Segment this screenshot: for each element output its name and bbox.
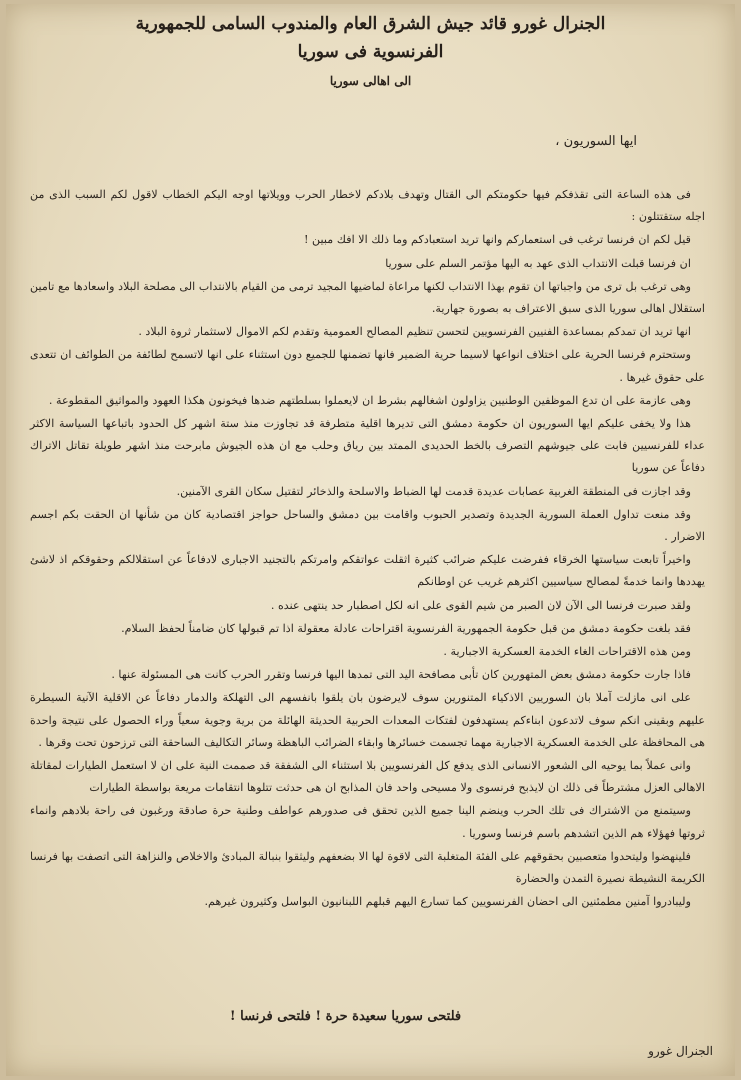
- paragraph: وسيتمنع من الاشتراك فى تلك الحرب وينضم الينا جميع الذين تحقق فى صدورهم عواطف وطنية حرة صادقة ورغبون فى راحة بلادهم وانماء ثروتها فهؤلاء هم الذين اتشدهم باسم فرنسا وسوريا .: [30, 804, 705, 840]
- document-body: [30, 184, 705, 915]
- paragraph: وقد اجازت فى المنطقة الغربية عصابات عديدة قدمت لها الضباط والاسلحة والذخائر لتقتيل سكان القرى الآمنين.: [176, 484, 691, 498]
- paragraph: ولقد صبرت فرنسا الى الآن لان الصبر من شيم القوى على انه لكل اصطبار حد ينتهى عنده .: [270, 598, 691, 612]
- paragraph: فقد بلغت حكومة دمشق من قبل حكومة الجمهورية الفرنسوية اقتراحات عادلة معقولة اذا تم قبولها كان ضامناً لحفظ السلام.: [121, 621, 691, 635]
- paragraph: على انى مازلت آملا بان السوريين الاذكياء المتنورين سوف لايرضون بان يلقوا بانفسهم الى التهلكة والدمار دفاعاً عن الاقلية الآنية السيطرة عليهم وبقينى انكم سوف لاتدعون ابناءكم يستهدفون لفتكات المعدات الحربية الحديثة الهائلة من برية وجوية سعياً وراء الحصول على نتيجة واحدة هى المحافظة على الخدمة العسكرية الاجبارية مهما تجسمت خسائرها وابقاء الضرائب الباهظة وسائر التكاليف الساحقة التى ترزحون تحت وقرها .: [30, 691, 705, 749]
- signature: الجنرال غورو: [648, 1044, 713, 1058]
- document-sheet: [6, 4, 735, 1076]
- paragraph: وقد منعت تداول العملة السورية الجديدة وتصدير الحبوب واقامت بين دمشق والساحل حواجز اقتصادية كان من شأنها ان الحقت بكم اجسم الاضرار .: [30, 507, 705, 544]
- paragraph: وليبادروا آمنين مطمئنين الى احضان الفرنسويين كما تسارع اليهم قبلهم اللبنانيون البواسل وكثيرون غيرهم.: [204, 895, 691, 909]
- paragraph: وانى عملاً بما يوحيه الى الشعور الانسانى الذى يدفع كل الفرنسويين بلا استثناء الى الشفقة قد صممت النية على ان لا استعمل الطيارات لمقاتلة الاهالى العزل مشترطاً فى ذلك ان لايذبح فرنسوى ولا مسيحى واحد فان المذابح ان هى حدثت تتلوها انتقامات مريعة بواسطة الطيارات: [30, 759, 705, 795]
- paragraph: فى هذه الساعة التى تقذفكم فيها حكومتكم الى القتال وتهدف بلادكم لاخطار الحرب وويلاتها اوجه اليكم الخطاب لاقول لكم السبب الذى من اجله ستقتتلون :: [30, 188, 705, 224]
- paragraph: فلينهضوا وليتحدوا متعصبين بحقوقهم على الفئة المتغلبة التى لاقوة لها الا بضعفهم وليثقوا بنبالة المبادئ والاخلاص والنزاهة التى اتصفت بها فرنسا الكريمة النشيطة نصيرة التمدن والحضارة: [30, 849, 705, 886]
- paragraph: ومن هذه الاقتراحات الغاء الخدمة العسكرية الاجبارية .: [443, 645, 691, 659]
- header-line-1: الجنرال غورو قائد جيش الشرق العام والمندوب السامى للجمهورية: [135, 14, 606, 34]
- paragraph: وهى ترغب بل ترى من واجباتها ان تقوم بهذا الانتداب لكنها مراعاة لماضيها المجيد ترمى من القيام بالانتداب الى مصلحة البلاد واسعادها مع تامين استقلال اهالى سوريا الذى سبق الاعتراف به بصورة جهارية.: [30, 279, 705, 316]
- paragraph: هذا ولا يخفى عليكم ايها السوريون ان حكومة دمشق التى تديرها اقلية متطرفة قد تجاوزت منذ ستة اشهر كل الحدود باتباعها السياسة الاكثر عداء للفرنسيين فابت على جيوشهم التصرف بالخط الحديدى الممتد بين رياق وحلب مع ان هذه الجيوش مابرحت منذ اشهر طويلة تقاتل الاتراك دفاعاً عن سوريا: [30, 417, 705, 475]
- paragraph: واخيراً تابعت سياستها الخرقاء ففرضت عليكم ضرائب كثيرة اثقلت عواتقكم وامرتكم بالتجنيد الاجبارى لادفاعاً عن استقلالكم وحقوقكم اذ لاشئ يهددها وانما خدمةً لمصالح سياسيين اكثرهم غريب عن اوطانكم: [30, 553, 705, 589]
- paragraph: فاذا جارت حكومة دمشق بعض المتهورين كان تأبى مصافحة اليد التى تمدها اليها فرنسا وتقرر الحرب كانت هى المسئولة عنها .: [111, 668, 691, 682]
- salutation: ايها السوريون ،: [555, 134, 637, 149]
- paragraph: وستحترم فرنسا الحرية على اختلاف انواعها لاسيما حرية الضمير فانها تضمنها للجميع دون استثناء على انها لاتسمح لطائفة من الطوائف ان تتعدى على حقوق غيرها .: [30, 348, 705, 384]
- document-subtitle: الى اهالى سوريا: [329, 74, 412, 88]
- paragraph: قيل لكم ان فرنسا ترغب فى استعماركم وانها تريد استعبادكم وما ذلك الا افك مبين !: [303, 233, 691, 247]
- paragraph: ان فرنسا قبلت الانتداب الذى عهد به اليها مؤتمر السلم على سوريا: [385, 256, 691, 270]
- closing-line: فلتحى سوريا سعيدة حرة ! فلتحى فرنسا !: [229, 1009, 462, 1024]
- paragraph: وهى عازمة على ان تدع الموظفين الوطنيين يزاولون اشغالهم بشرط ان لايعملوا بسلطتهم ضدها فيخونون هكذا العهود والمواثيق المقطوعة .: [48, 393, 691, 407]
- paragraph: انها تريد ان تمدكم بمساعدة الفنيين الفرنسويين لتحسن تنظيم المصالح العمومية وتقدم لكم الاموال لاستثمار ثروة البلاد .: [138, 325, 691, 339]
- document-header: [46, 10, 695, 66]
- header-line-2: الفرنسوية فى سوريا: [297, 42, 444, 62]
